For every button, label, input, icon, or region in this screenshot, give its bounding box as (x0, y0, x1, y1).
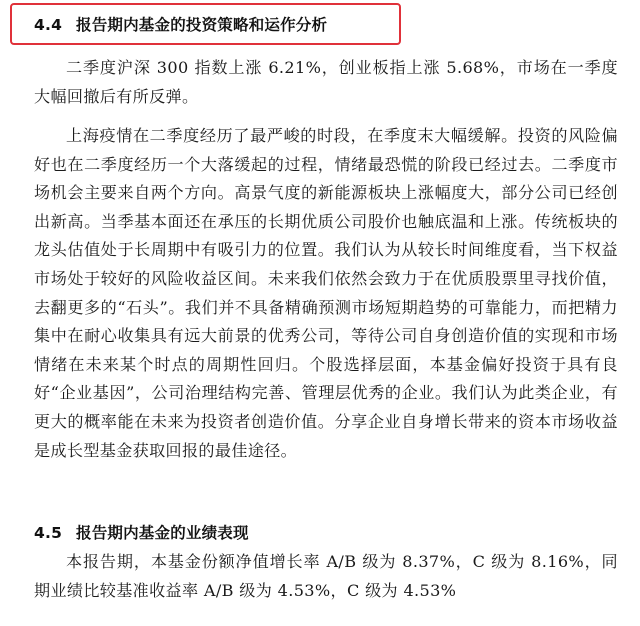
section-number: 4.5 (34, 524, 63, 542)
section-title: 报告期内基金的业绩表现 (76, 524, 249, 542)
section-heading-4-4 (34, 13, 327, 35)
paragraph-market-review: 二季度沪深 300 指数上涨 6.21%，创业板指上涨 5.68%，市场在一季度大幅回撤后有所反弹。 (34, 58, 618, 106)
paragraph-performance: 本报告期，本基金份额净值增长率 A/B 级为 8.37%，C 级为 8.16%，同期业绩比较基准收益率 A/B 级为 4.53%，C 级为 4.53% (34, 552, 618, 600)
paragraph-strategy-analysis: 上海疫情在二季度经历了最严峻的时段，在季度末大幅缓解。投资的风险偏好也在二季度经历一个大落缓起的过程，情绪最恐慌的阶段已经过去。二季度市场机会主要来自两个方向。高景气度的新能源板块上涨幅度大，部分公司已经创出新高。当季基本面还在承压的长期优质公司股价也触底温和上涨。传统板块的龙头估值处于长周期中有吸引力的位置。我们认为从较长时间维度看，当下权益市场处于较好的风险收益区间。未来我们依然会致力于在优质股票里寻找价值，去翻更多的“石头”。我们并不具备精确预测市场短期趋势的可靠能力，而把精力集中在耐心收集具有远大前景的优秀公司，等待公司自身创造价值的实现和市场情绪在未来某个时点的周期性回归。个股选择层面，本基金偏好投资于具有良好“企业基因”，公司治理结构完善、管理层优秀的企业。我们认为此类企业，有更大的概率能在未来为投资者创造价值。分享企业自身增长带来的资本市场收益是成长型基金获取回报的最佳途径。 (34, 126, 618, 460)
section-title: 报告期内基金的投资策略和运作分析 (76, 16, 328, 34)
section-number: 4.4 (34, 16, 63, 34)
section-heading-4-5 (34, 521, 249, 543)
